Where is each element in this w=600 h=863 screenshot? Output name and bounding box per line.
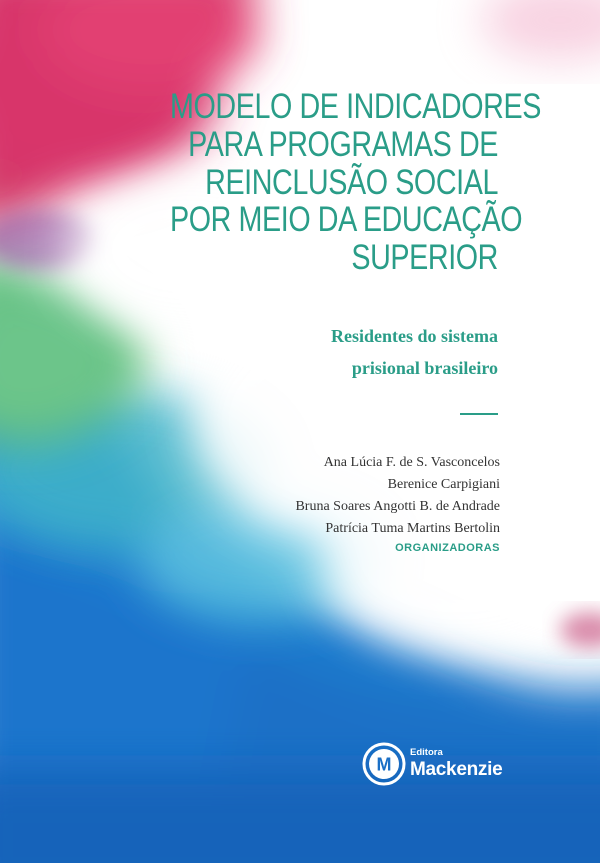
title-line: MODELO DE INDICADORES (170, 87, 541, 126)
book-subtitle (198, 320, 498, 384)
publisher-emblem-icon (362, 742, 406, 786)
divider-line (460, 413, 498, 415)
subtitle-line: Residentes do sistema (331, 326, 498, 346)
publisher-name: Mackenzie (410, 759, 503, 780)
title-line: REINCLUSÃO SOCIAL (205, 162, 498, 202)
book-title (170, 87, 541, 278)
author-name: Berenice Carpigiani (387, 477, 500, 492)
author-name: Patrícia Tuma Martins Bertolin (325, 521, 500, 536)
author-name: Ana Lúcia F. de S. Vasconcelos (323, 455, 500, 470)
publisher-emblem-letter: M (376, 754, 392, 775)
subtitle-line: prisional brasileiro (351, 358, 498, 378)
publisher-small-label: Editora (410, 747, 443, 758)
title-line: SUPERIOR (351, 238, 498, 278)
title-line: POR MEIO DA EDUCAÇÃO (170, 200, 523, 240)
title-line: PARA PROGRAMAS DE (188, 124, 498, 164)
author-list (180, 452, 500, 540)
author-role-label: ORGANIZADORAS (395, 542, 500, 554)
publisher-logo (362, 742, 502, 792)
author-name: Bruna Soares Angotti B. de Andrade (295, 499, 500, 514)
